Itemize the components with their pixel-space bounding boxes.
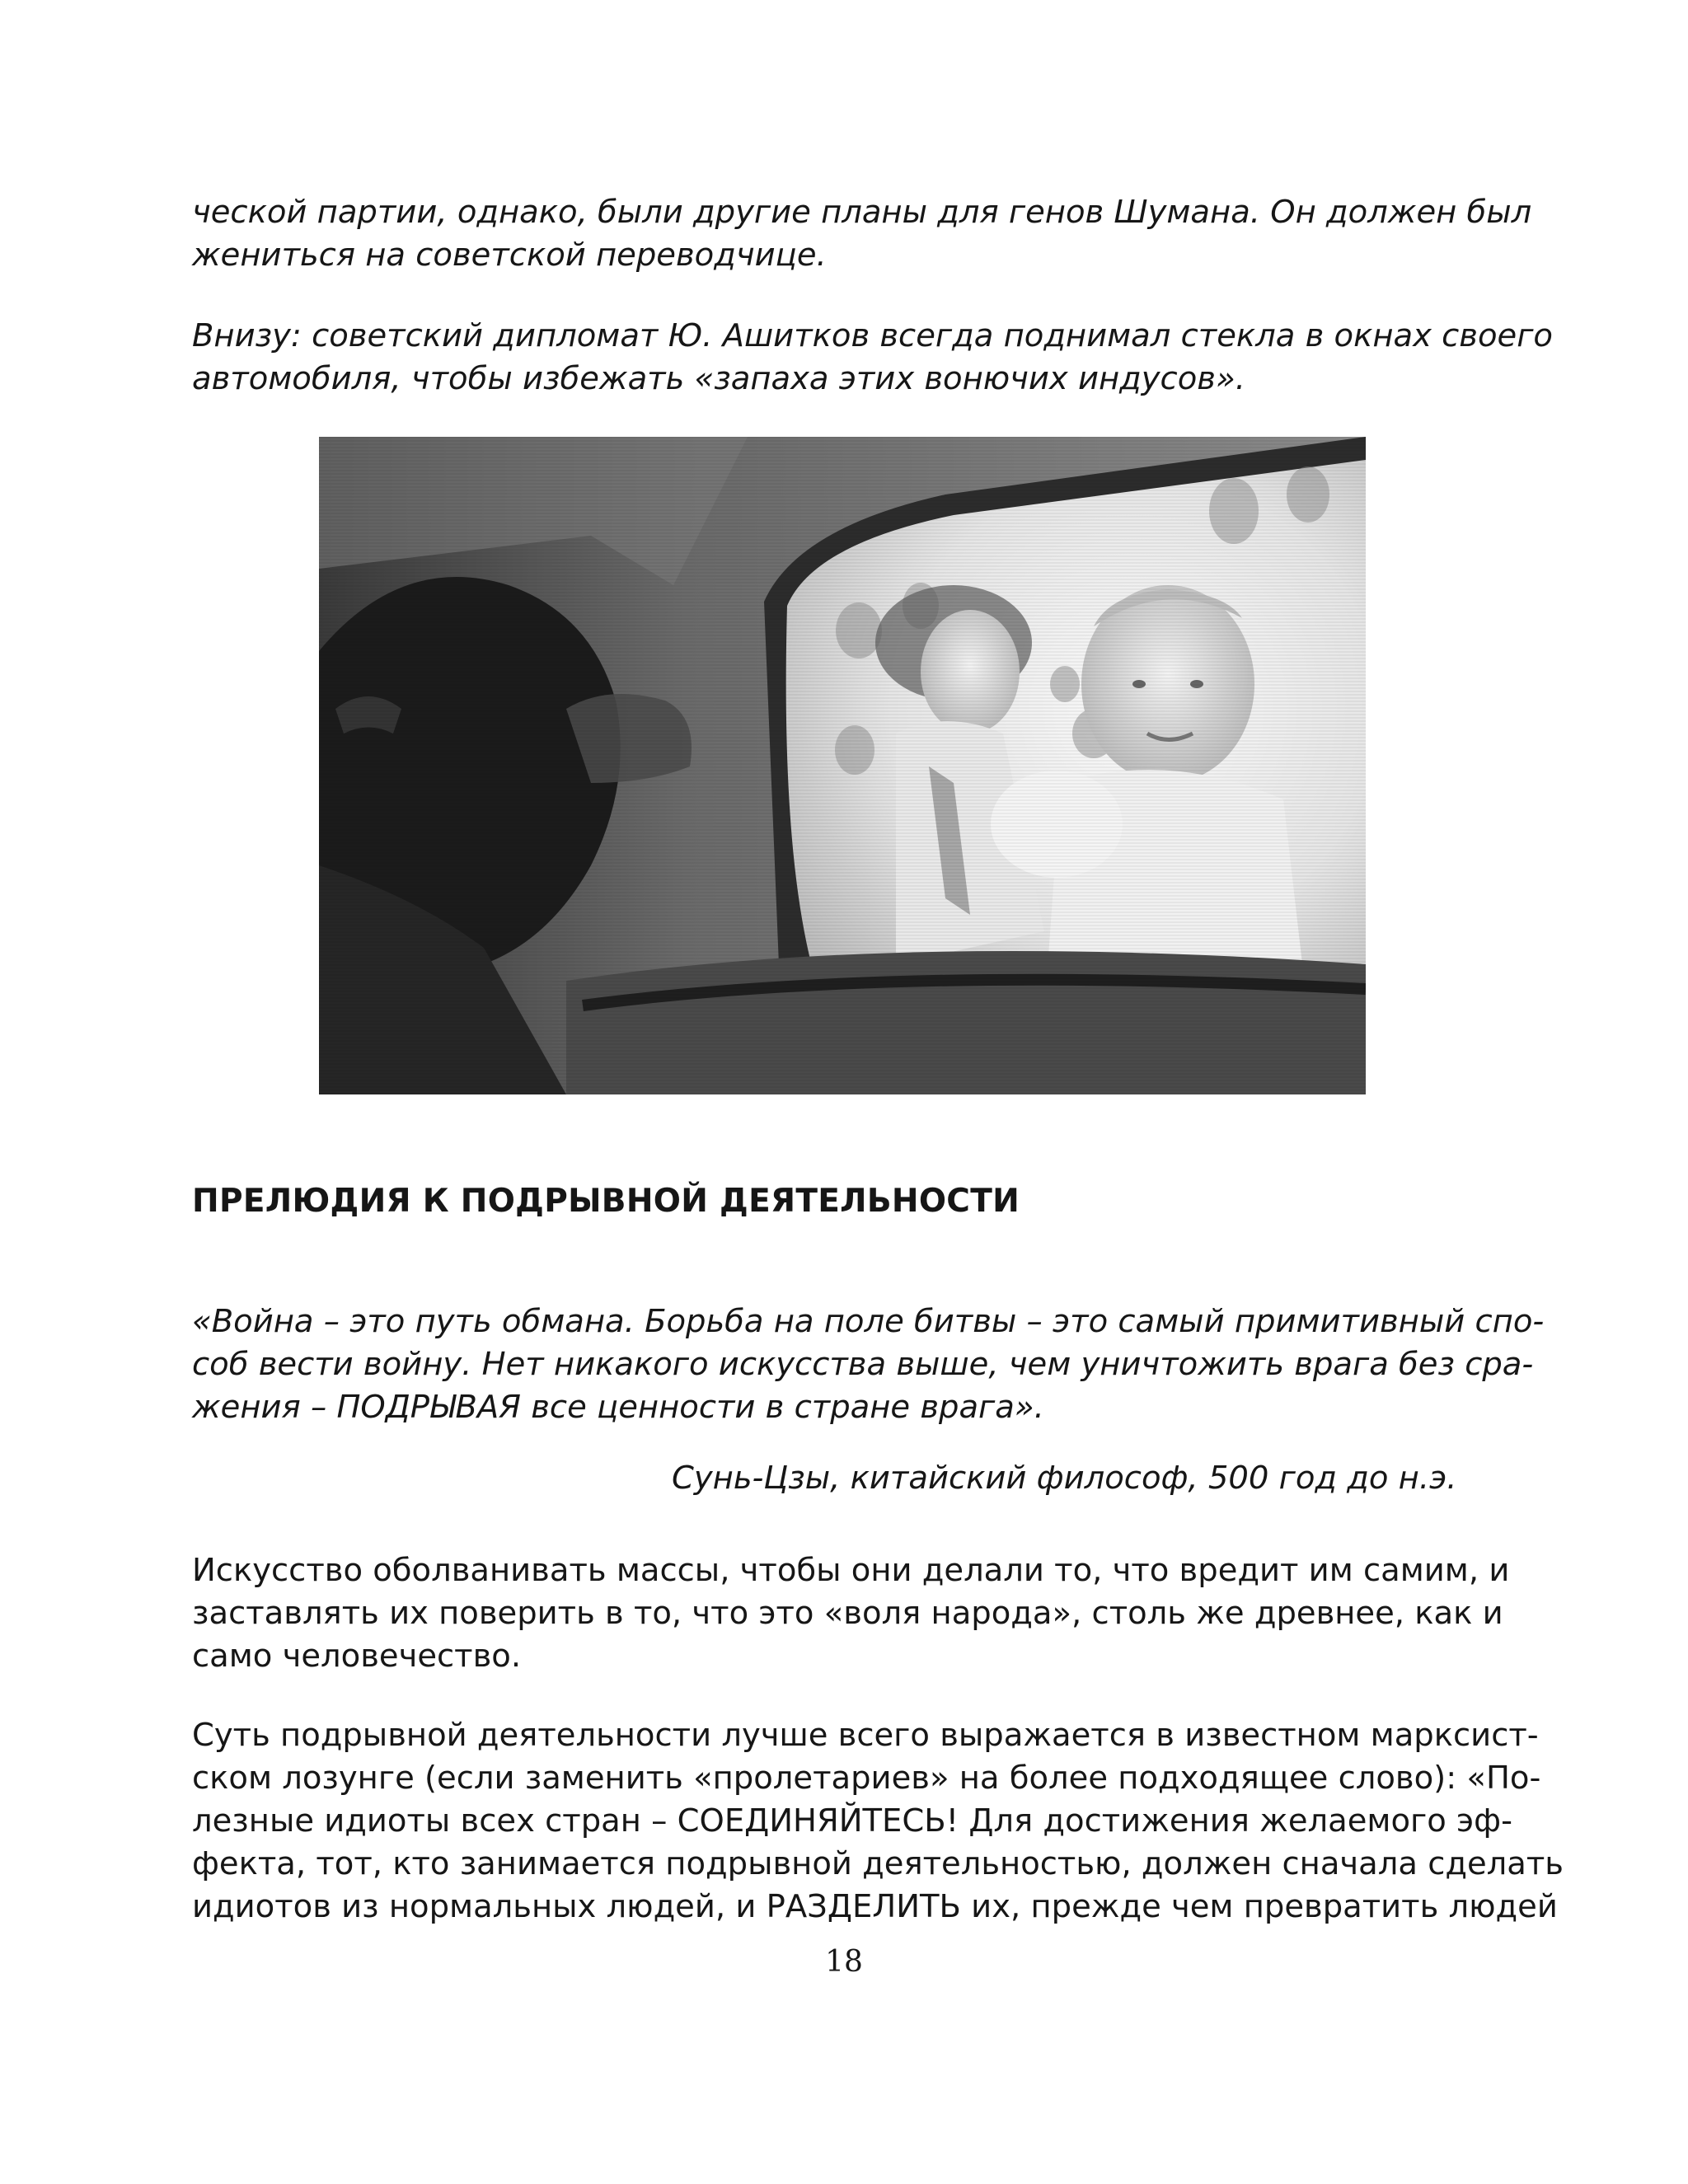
text-line: само человечество. (192, 1638, 522, 1675)
photo-caption (192, 315, 1553, 401)
text-line: Искусство оболванивать массы, чтобы они делали то, что вредит им самим, и (192, 1552, 1510, 1589)
page-number: 18 (825, 1945, 863, 1979)
photo-illustration (319, 437, 1366, 1094)
text-line: соб вести войну. Нет никакого искусства выше, чем уничтожить врага без сра- (192, 1346, 1534, 1383)
body-paragraph-2 (192, 1714, 1564, 1929)
text-line: заставлять их поверить в то, что это «воля народа», столь же древнее, как и (192, 1595, 1503, 1632)
intro-paragraph (192, 191, 1532, 277)
quote-attribution: Сунь-Цзы, китайский философ, 500 год до н.э. (672, 1460, 1457, 1497)
section-heading: ПРЕЛЮДИЯ К ПОДРЫВНОЙ ДЕЯТЕЛЬНОСТИ (192, 1183, 1020, 1220)
text-line: ческой партии, однако, были другие планы для генов Шумана. Он должен был (192, 194, 1532, 231)
text-line: ском лозунге (если заменить «пролетариев» на более подходящее слово): «По- (192, 1760, 1541, 1797)
text-line: Суть подрывной деятельности лучше всего выражается в известном марксист- (192, 1717, 1539, 1754)
text-line: лезные идиоты всех стран – СОЕДИНЯЙТЕСЬ! Для достижения желаемого эф- (192, 1802, 1512, 1840)
text-line: Внизу: советский дипломат Ю. Ашитков всегда поднимал стекла в окнах своего (192, 317, 1553, 354)
body-paragraph-1 (192, 1549, 1510, 1678)
car-window-photo (319, 437, 1366, 1094)
text-line: фекта, тот, кто занимается подрывной деятельностью, должен сначала сделать (192, 1845, 1564, 1882)
text-line: «Война – это путь обмана. Борьба на поле битвы – это самый примитивный спо- (192, 1303, 1545, 1340)
text-line: идиотов из нормальных людей, и РАЗДЕЛИТЬ их, прежде чем превратить людей (192, 1888, 1558, 1925)
text-line: жения – ПОДРЫВАЯ все ценности в стране врага». (192, 1389, 1044, 1426)
text-line: жениться на советской переводчице. (192, 237, 827, 274)
epigraph-quote (192, 1301, 1545, 1429)
text-line: автомобиля, чтобы избежать «запаха этих вонючих индусов». (192, 360, 1245, 397)
